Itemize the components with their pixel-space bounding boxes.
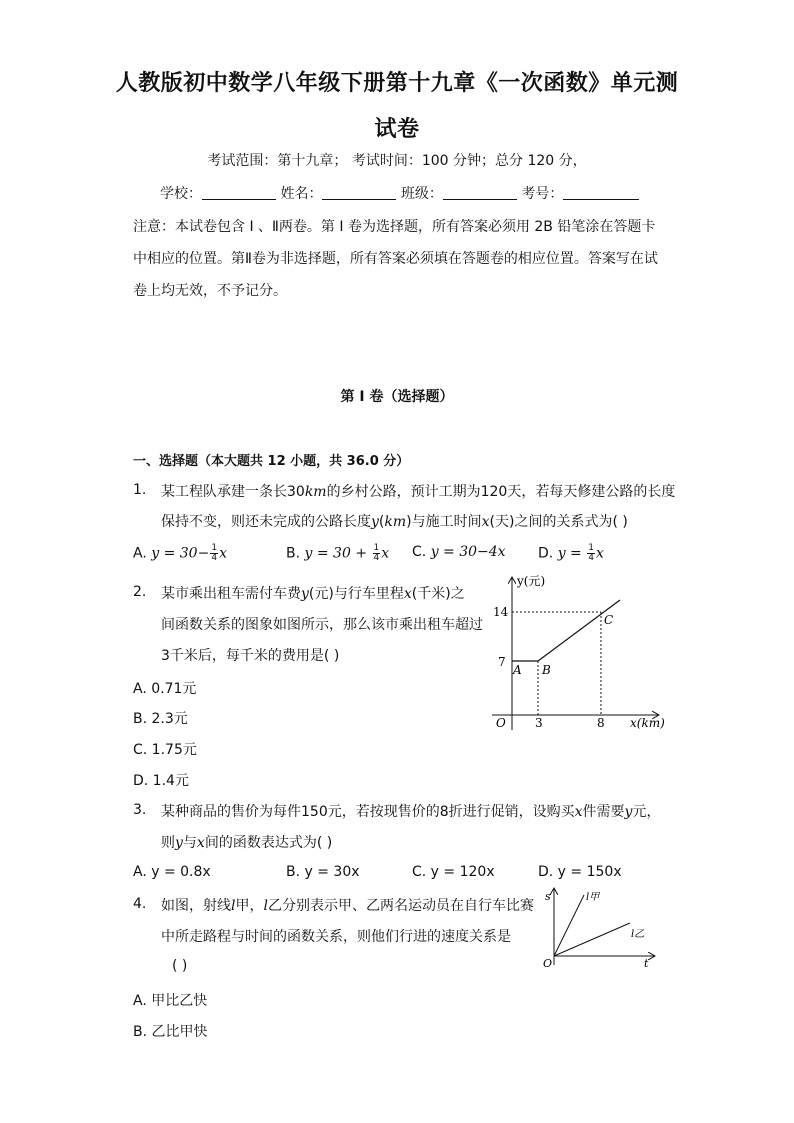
q1-option-d[interactable]: D. y = $\frac{1}{4}$ x <box>538 543 604 563</box>
q3-stem-line1: 某种商品的售价为每件150元，若按现售价的8折进行促销，设购买x件需要y元， <box>161 804 661 820</box>
q4-stem-line1: 如图，射线l甲，l乙分别表示甲、乙两名运动员在自行车比赛 <box>161 898 534 914</box>
q4-option-b[interactable]: B. 乙比甲快 <box>133 1024 208 1040</box>
q2-option-b[interactable]: B. 2.3元 <box>133 711 188 727</box>
paper-title-line1: 人教版初中数学八年级下册第十九章《一次函数》单元测 <box>115 71 679 96</box>
name-blank[interactable] <box>322 185 396 200</box>
paper-title-line2: 试卷 <box>374 117 420 142</box>
q3-option-a[interactable]: A. y = 0.8x <box>133 864 211 880</box>
q1-option-b[interactable]: B. y = 30 + $\frac{1}{4}$ x <box>286 543 390 563</box>
line-jia-label: l甲 <box>586 892 600 903</box>
q2-option-d[interactable]: D. 1.4元 <box>133 773 189 789</box>
part-title: 一、选择题（本大题共 12 小题，共 36.0 分） <box>133 454 410 469</box>
q2-fare-graph <box>480 570 670 735</box>
q3-option-c[interactable]: C. y = 120x <box>412 864 495 880</box>
q1-option-a[interactable]: A. y = 30− $\frac{1}{4}$ x <box>133 543 227 563</box>
q4-stem-line2: 中所走路程与时间的函数关系，则他们行进的速度关系是 <box>161 929 511 945</box>
y-axis-label: y(元) <box>517 574 546 588</box>
origin-label: O <box>543 957 553 970</box>
q1-option-c[interactable]: C. y = 30−4x <box>412 544 506 560</box>
q3-option-b[interactable]: B. y = 30x <box>286 864 360 880</box>
number-blank[interactable] <box>563 185 639 200</box>
y-tick-7: 7 <box>498 655 506 669</box>
q4-option-a[interactable]: A. 甲比乙快 <box>133 993 208 1009</box>
q4-stem-line3: ( ) <box>172 958 188 974</box>
q2-option-c[interactable]: C. 1.75元 <box>133 742 197 758</box>
q3-stem-line2: 则y与x间的函数表达式为( ) <box>161 835 333 851</box>
student-fields <box>160 183 639 203</box>
name-label: 姓名： <box>280 186 323 202</box>
q4-number: 4. <box>133 896 147 912</box>
q3-number: 3. <box>133 802 147 818</box>
notice-line3: 卷上均无效，不予记分。 <box>133 283 287 299</box>
q4-distance-graph <box>534 883 664 975</box>
q1-stem-line2: 保持不变，则还未完成的公路长度y(km)与施工时间x(天)之间的关系式为( ) <box>161 514 628 530</box>
point-b-label: B <box>542 663 551 677</box>
number-label: 考号： <box>521 186 564 202</box>
q3-option-d[interactable]: D. y = 150x <box>538 864 622 880</box>
origin-label: O <box>496 716 506 730</box>
q2-option-a[interactable]: A. 0.71元 <box>133 681 197 697</box>
t-axis-label: t <box>644 957 649 970</box>
line-yi-label: l乙 <box>631 929 645 940</box>
notice-line2: 中相应的位置。第Ⅱ卷为非选择题，所有答案必须填在答题卷的相应位置。答案写在试 <box>133 251 658 267</box>
q1-number: 1. <box>133 482 147 498</box>
q1-stem-line1: 某工程队承建一条长30km的乡村公路，预计工期为120天，若每天修建公路的长度 <box>161 484 676 500</box>
notice-line1: 注意：本试卷包含 Ⅰ 、Ⅱ两卷。第 Ⅰ 卷为选择题，所有答案必须用 2B 铅笔涂在答题卡 <box>133 219 656 235</box>
y-tick-14: 14 <box>493 605 509 619</box>
school-blank[interactable] <box>202 185 276 200</box>
school-label: 学校： <box>160 186 202 202</box>
q2-stem-line3: 3千米后，每千米的费用是( ) <box>161 648 340 664</box>
section-title: 第 Ⅰ 卷（选择题） <box>340 389 454 405</box>
class-blank[interactable] <box>443 185 517 200</box>
q2-stem-line1: 某市乘出租车需付车费y(元)与行车里程x(千米)之 <box>161 586 465 602</box>
x-tick-8: 8 <box>597 716 605 730</box>
fare-line <box>512 600 620 661</box>
x-tick-3: 3 <box>535 716 543 730</box>
line-yi <box>554 923 630 956</box>
q2-stem-line2: 间函数关系的图象如图所示，那么该市乘出租车超过 <box>161 617 483 633</box>
point-a-label: A <box>513 663 522 677</box>
x-axis-label: x(km) <box>630 716 665 730</box>
exam-info: 考试范围：第十九章； 考试时间：100 分钟；总分 120 分， <box>207 153 587 169</box>
line-jia <box>554 895 584 956</box>
q2-number: 2. <box>133 584 147 600</box>
s-axis-label: s <box>545 890 551 903</box>
point-c-label: C <box>604 613 614 627</box>
class-label: 班级： <box>400 186 443 202</box>
